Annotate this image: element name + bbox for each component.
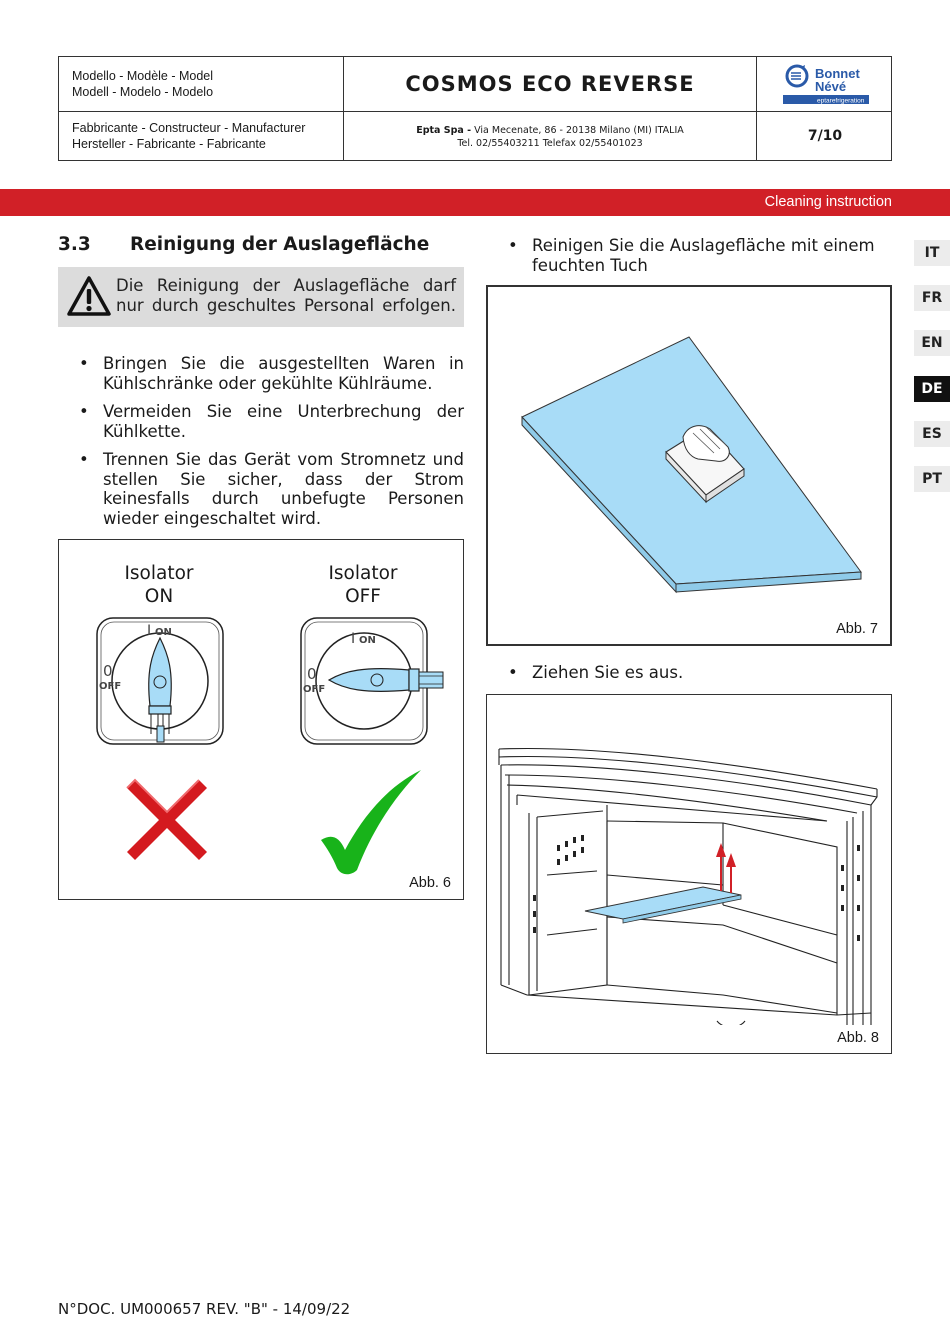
company-name: Epta Spa - bbox=[416, 125, 472, 136]
warning-box bbox=[58, 267, 464, 327]
switch-on-one: I bbox=[147, 623, 152, 639]
switch-off-on-label: ON bbox=[359, 635, 376, 646]
list-item: • Ziehen Sie es aus. bbox=[508, 663, 893, 683]
list-item: • Bringen Sie die ausgestellten Waren in Kühlschränke oder gekühlte Kühlräume. bbox=[79, 354, 464, 393]
list-item: • Reinigen Sie die Auslagefläche mit einem feuchten Tuch bbox=[508, 236, 893, 275]
manufacturer-label-line2: Hersteller - Fabricante - Fabricante bbox=[72, 137, 266, 151]
switch-off-off-label: OFF bbox=[303, 684, 326, 695]
document-footer: N°DOC. UM000657 REV. "B" - 14/09/22 bbox=[58, 1300, 351, 1318]
isolator-off-label: Isolator OFF bbox=[328, 563, 398, 607]
isolator-on-switch bbox=[95, 616, 225, 746]
list-item: • Trennen Sie das Gerät vom Stromnetz und stellen Sie sicher, dass der Strom keinesfalls durch unbefugte Personen wieder eingeschaltet wird. bbox=[79, 450, 464, 528]
switch-on-zero: 0 bbox=[103, 662, 113, 680]
document-title: COSMOS ECO REVERSE bbox=[405, 72, 695, 96]
left-bullet-list bbox=[79, 354, 464, 537]
brand-logo bbox=[757, 57, 893, 111]
warning-icon bbox=[66, 275, 112, 317]
switch-off-one: I bbox=[351, 631, 356, 647]
lang-tab-fr[interactable]: FR bbox=[914, 285, 950, 311]
section-banner bbox=[0, 189, 950, 216]
banner-text: Cleaning instruction bbox=[764, 194, 892, 210]
logo-text-neve: Névé bbox=[815, 79, 847, 94]
section-title: Reinigung der Auslagefläche bbox=[130, 234, 430, 255]
company-address: Via Mecenate, 86 - 20138 Milano (MI) ITALIA bbox=[471, 125, 684, 136]
logo-text-epta: eptarefrigeration bbox=[817, 97, 865, 105]
document-header bbox=[58, 56, 892, 161]
model-label-line2: Modell - Modelo - Modelo bbox=[72, 85, 214, 99]
lang-tab-de[interactable]: DE bbox=[914, 376, 950, 402]
switch-on-off-label: OFF bbox=[99, 681, 122, 692]
company-contact: Tel. 02/55403211 Telefax 02/55401023 bbox=[457, 138, 643, 149]
manufacturer-label bbox=[59, 111, 344, 161]
figure-8-pull-out bbox=[486, 694, 892, 1054]
list-item: • Vermeiden Sie eine Unterbrechung der Kühlkette. bbox=[79, 402, 464, 441]
model-label-line1: Modello - Modèle - Model bbox=[72, 69, 214, 83]
right-bullet-list-1 bbox=[508, 236, 893, 284]
lang-tab-pt[interactable]: PT bbox=[914, 466, 950, 492]
company-info bbox=[344, 111, 757, 161]
pull-out-arrow-icon bbox=[716, 843, 736, 893]
lang-tab-es[interactable]: ES bbox=[914, 421, 950, 447]
figure-6-isolator bbox=[58, 539, 464, 900]
right-bullet-list-2 bbox=[508, 663, 893, 692]
warning-text: Die Reinigung der Auslagefläche darf nur durch geschultes Personal erfolgen. bbox=[116, 276, 456, 315]
checkmark-icon bbox=[317, 766, 427, 878]
cross-icon bbox=[117, 770, 217, 870]
figure-7-caption: Abb. 7 bbox=[836, 621, 878, 637]
manufacturer-label-line1: Fabbricante - Constructeur - Manufacturer bbox=[72, 121, 306, 135]
switch-off-zero: 0 bbox=[307, 665, 317, 683]
model-label bbox=[59, 57, 344, 111]
shelf-cleaning-illustration bbox=[488, 287, 890, 644]
figure-6-caption: Abb. 6 bbox=[409, 875, 451, 891]
isolator-on-label: Isolator ON bbox=[124, 563, 194, 607]
switch-on-label: ON bbox=[155, 627, 172, 638]
page-number: 7/10 bbox=[807, 128, 843, 144]
lang-tab-it[interactable]: IT bbox=[914, 240, 950, 266]
figure-7-cleaning bbox=[486, 285, 892, 646]
cabinet-illustration bbox=[487, 695, 891, 1025]
section-number: 3.3 bbox=[58, 234, 91, 255]
isolator-off-switch bbox=[299, 616, 449, 746]
lang-tab-en[interactable]: EN bbox=[914, 330, 950, 356]
section-heading bbox=[58, 234, 429, 255]
figure-8-caption: Abb. 8 bbox=[837, 1030, 879, 1046]
logo-text-bonnet: Bonnet bbox=[815, 66, 860, 81]
